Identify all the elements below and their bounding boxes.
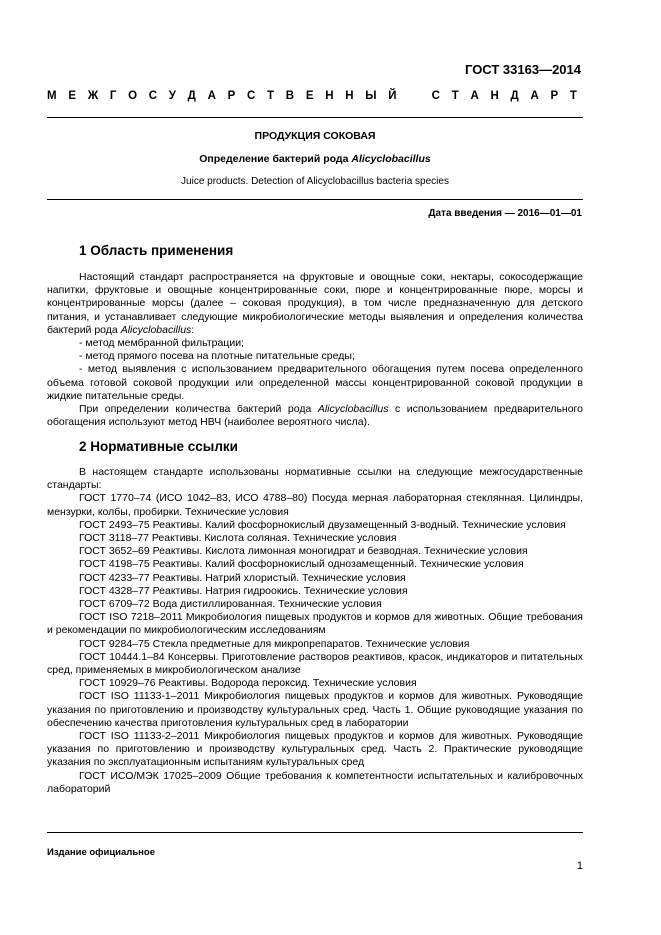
reference-item: ГОСТ 2493–75 Реактивы. Калий фосфорнокислый двузамещенный 3-водный. Технические условия [79, 518, 566, 531]
method-item: - метод выявления с использованием предварительного обогащения путем посева определенного объема готовой соковой продукции или определенной массы концентрированной соковой продукции в жидкие питательные среды. [47, 363, 583, 402]
scope-paragraph: Настоящий стандарт распространяется на фруктовые и овощные соки, нектары, сокосодержащие напитки, фруктовые и овощные концентрированные соки, пюре и концентрированные пюре, морсы и концентрированные морсы (далее – соковая продукция), в том числе предназначенную для детского питания, и устанавливает следующие микробиологические методы выявления и определения количества бактерий рода Alicyclobacillus: [47, 271, 583, 336]
section-2-heading: 2 Нормативные ссылки [79, 439, 238, 454]
reference-item: ГОСТ ISO 11133-1–2011 Микробиология пищевых продуктов и кормов для животных. Руководящие указания по приготовлению и производству культуральных сред. Часть 1. Общие руководящие указания по обеспечению качества приготовления культуральных сред в лаборатории [47, 690, 583, 729]
banner-letter: В [285, 90, 295, 102]
interstate-standard-banner [47, 90, 577, 102]
product-title: ПРОДУКЦИЯ СОКОВАЯ [254, 130, 376, 142]
section-1-body [47, 271, 583, 429]
banner-letter: Т [451, 90, 459, 102]
banner-letter: Р [550, 90, 559, 102]
banner-letter: Ж [87, 90, 99, 102]
reference-item: ГОСТ 10444.1–84 Консервы. Приготовление растворов реактивов, красок, индикаторов и питательных сред, применяемых в микробиологическом анализе [47, 650, 583, 677]
official-edition-label: Издание официальное [47, 847, 155, 858]
banner-letter: Й [388, 90, 397, 102]
banner-letter: С [148, 90, 158, 102]
reference-item: ГОСТ ISO 11133-2–2011 Микробиология пищевых продуктов и кормов для животных. Руководящие указания по приготовлению и производству культуральных сред. Часть 2. Практические руководящие указания по эксплуатационным испытаниям культуральных сред [47, 730, 583, 769]
reference-item: ГОСТ 6709–72 Вода дистиллированная. Технические условия [79, 598, 382, 611]
banner-letter: Н [490, 90, 499, 102]
banner-letter: А [470, 90, 479, 102]
page-number: 1 [576, 860, 583, 872]
references-list [47, 492, 583, 796]
section-1-heading: 1 Область применения [79, 243, 234, 258]
banner-letter: Н [345, 90, 354, 102]
reference-item: ГОСТ ISO 7218–2011 Микробиология пищевых продуктов и кормов для животных. Общие требования и рекомендации по микробиологическим исследованиям [47, 611, 583, 637]
reference-item: ГОСТ 4328–77 Реактивы. Натрия гидроокись. Технические условия [79, 584, 408, 597]
reference-item: ГОСТ 4233–77 Реактивы. Натрий хлористый. Технические условия [79, 571, 406, 584]
banner-letter: Н [325, 90, 334, 102]
reference-item: ГОСТ 4198–75 Реактивы. Калий фосфорнокислый однозамещенный. Технические условия [79, 558, 524, 571]
banner-letter: С [247, 90, 256, 102]
header-rule [47, 117, 583, 118]
section-2-body [47, 466, 583, 796]
reference-item: ГОСТ 1770–74 (ИСО 1042–83, ИСО 4788–80) Посуда мерная лабораторная стеклянная. Цилиндры, мензурки, колбы, пробирки. Технические условия [47, 492, 583, 518]
banner-letter: Р [227, 90, 236, 102]
reference-item: ГОСТ 3652–69 Реактивы. Кислота лимонная моногидрат и безводная. Технические условия [79, 545, 528, 558]
banner-letter: Д [187, 90, 196, 102]
method-title: Определение бактерий рода Alicyclobacillus [199, 153, 431, 165]
title-rule [47, 199, 583, 200]
method-item: - метод мембранной фильтрации; [79, 337, 244, 350]
standard-number: ГОСТ 33163—2014 [465, 62, 581, 77]
banner-letter: А [207, 90, 216, 102]
banner-letter: Т [267, 90, 275, 102]
banner-letter: Е [305, 90, 314, 102]
method-item: - метод прямого посева на плотные питательные среды; [79, 350, 355, 363]
banner-letter: М [47, 90, 57, 102]
banner-letter: Д [510, 90, 519, 102]
reference-item: ГОСТ 10929–76 Реактивы. Водорода пероксид. Технические условия [79, 677, 417, 690]
banner-letter: Е [68, 90, 76, 102]
banner-letter: Ы [365, 90, 377, 102]
introduction-date: Дата введения — 2016—01—01 [428, 208, 582, 219]
reference-item: ГОСТ ИСО/МЭК 17025–2009 Общие требования к компетентности испытательных и калибровочных лабораторий [47, 769, 583, 795]
reference-item: ГОСТ 3118–77 Реактивы. Кислота соляная. Технические условия [79, 532, 397, 545]
banner-letter: С [431, 90, 440, 102]
mpn-paragraph: При определении количества бактерий рода Alicyclobacillus с использованием предварительного обогащения используют метод НВЧ (наиболее вероятного числа). [47, 403, 583, 429]
banner-letter: Т [569, 90, 577, 102]
references-intro: В настоящем стандарте использованы нормативные ссылки на следующие межгосударственные стандарты: [47, 466, 583, 492]
banner-letter: А [530, 90, 539, 102]
footer-rule [47, 832, 583, 833]
reference-item: ГОСТ 9284–75 Стекла предметные для микропрепаратов. Технические условия [79, 637, 470, 650]
english-title: Juice products. Detection of Alicyclobacillus bacteria species [181, 176, 449, 187]
banner-letter: Г [109, 90, 117, 102]
banner-letter: О [128, 90, 138, 102]
banner-letter: У [168, 90, 176, 102]
